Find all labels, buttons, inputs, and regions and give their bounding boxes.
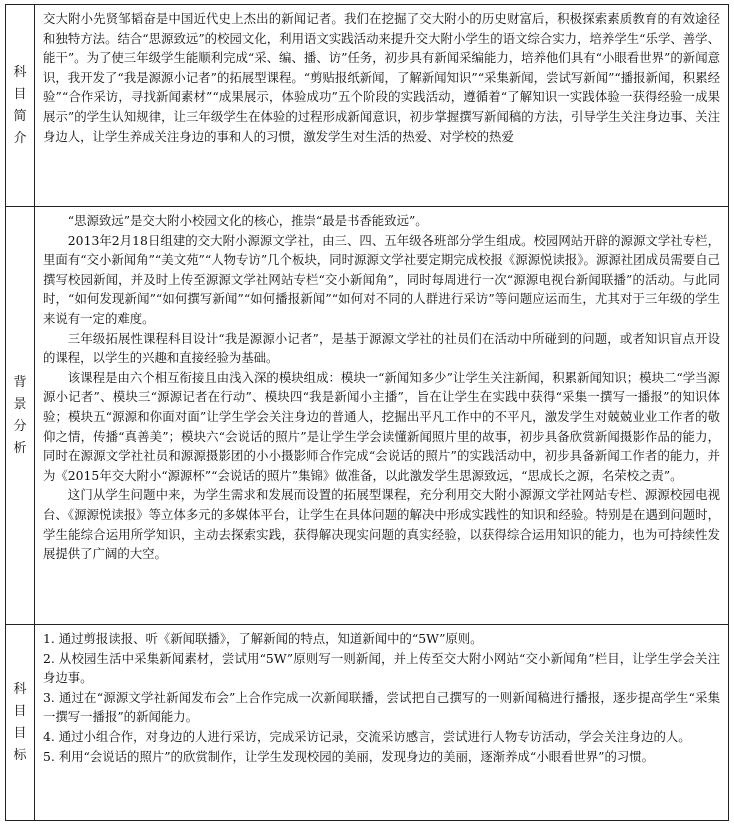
label-char: 析 <box>13 441 27 456</box>
course-table <box>5 4 729 821</box>
paragraph: 这门从学生问题中来，为学生需求和发展而设置的拓展型课程，充分利用交大附小源源文学社网站专栏、源源校园电视台、《源源悦读报》等立体多元的多媒体平台，让学生在具体问题的解决中形成实践性的知识和经验。特别是在遇到问题时，学生能综合运用所学知识，主动去探索实践，获得解决现实问题的真实经验，以获得综合运用知识的能力，也为可持续性发展提供了广阔的大空。 <box>43 487 720 562</box>
goal-item: 4. 通过小组合作，对身边的人进行采访，完成采访记录，交流采访感言，尝试进行人物专访活动，学会关注身边的人。 <box>43 728 691 744</box>
paragraph: 2013年2月18日组建的交大附小源源文学社，由三、四、五年级各班部分学生组成。校园网站开辟的源源文学社专栏，里面有“交小新闻角”“美文苑”“人物专访”几个板块，同时源源文学社要定期完成校报《源源悦读报》。源源社团成员需要自己撰写校园新闻，并及时上传至源源文学社网站专栏“交小新闻角”，同时每周进行一次“源源电视台新闻联播”的活动。与此同时，“如何发现新闻”“如何撰写新闻”“如何播报新闻”“如何对不同的人群进行采访”等问题应运而生，尤其对于三年级的学生来说有一定的难度。 <box>43 232 720 326</box>
section-content <box>35 5 729 207</box>
goal-item: 2. 从校园生活中采集新闻素材，尝试用“5W”原则写一则新闻，并上传至交大附小网站“交小新闻角”栏目，让学生学会关注身边事。 <box>43 650 720 686</box>
section-label <box>6 5 35 207</box>
label-char: 背 <box>13 375 27 390</box>
section-label <box>6 207 35 625</box>
goal-item: 1. 通过剪报读报、听《新闻联播》，了解新闻的特点，知道新闻中的“5W”原则。 <box>43 631 483 646</box>
label-char: 目 <box>13 726 27 741</box>
label-char: 介 <box>13 131 27 146</box>
label-char: 标 <box>13 748 27 763</box>
label-char: 简 <box>13 109 27 124</box>
label-char: 科 <box>13 65 27 80</box>
paragraph: 交大附小先贤邹韬奋是中国近代史上杰出的新闻记者。我们在挖掘了交大附小的历史财富后，积极探索素质教育的有效途径和独特方法。结合“思源致远”的校园文化，利用语文实践活动来提升交大附小学生的语文综合实力，培养学生“乐学、善学、能干”。为了使三年级学生能顺利完成“采、编、播、访”任务，初步具有新闻采编能力，培养他们具有“小眼看世界”的新闻意识，我开发了“我是源源小记者”的拓展型课程。“剪贴报纸新闻，了解新闻知识”“采集新闻，尝试写新闻”“播报新闻，积累经验”“合作采访，寻找新闻素材”“成果展示，体验成功”五个阶段的实践活动，遵循着“了解知识一实践体验一获得经验一成果展示”的学生认知规律，让三年级学生在体验的过程形成新闻意识，初步掌握撰写新闻稿的方法，引导学生关注身边事、关注身边人，让学生养成关注身边的事和人的习惯，激发学生对生活的热爱、对学校的热爱 <box>43 11 720 144</box>
section-course-intro <box>6 5 729 207</box>
label-char: 分 <box>13 419 27 434</box>
goal-list <box>43 629 720 766</box>
paragraph: 该课程是由六个相互衔接且由浅入深的模块组成：模块一“新闻知多少”让学生关注新闻，积累新闻知识；模块二“学当源源小记者”、模块三“源源记者在行动”、模块四“我是新闻小主播”，旨在让学生在实践中获得“采集一撰写一播报”的知识体验；模块五“源源和你面对面”让学生学会关注身边的普通人，挖掘出平凡工作中的不平凡，激发学生对兢兢业业工作者的敬仰之情，传播“真善美”；模块六“会说话的照片”是让学生学会读懂新闻照片里的故事，初步具备欣赏新闻摄影作品的能力，同时在源源文学社社员和源源摄影团的小小摄影师合作完成“会说话的照片”的实践活动中，初步具备新闻工作者的能力，并为《2015年交大附小“源源杯”“会说话的照片”集锦》做准备，以此激发学生思源致远，“思成长之源，名荣校之责”。 <box>43 369 720 483</box>
section-course-goals <box>6 625 729 821</box>
label-char: 目 <box>13 704 27 719</box>
paragraph: “思源致远”是交大附小校园文化的核心，推崇“最是书香能致远”。 <box>67 213 428 228</box>
section-label <box>6 625 35 821</box>
goal-item: 5. 利用“会说话的照片”的欣赏制作，让学生发现校园的美丽，发现身边的美丽，逐渐养成“小眼看世界”的习惯。 <box>43 748 655 764</box>
label-char: 景 <box>13 397 27 412</box>
section-content <box>35 207 729 625</box>
paragraph: 三年级拓展性课程科目设计“我是源源小记者”，是基于源源文学社的社员们在活动中所碰到的问题，或者知识盲点开设的课程，以学生的兴趣和直接经验为基础。 <box>43 330 720 366</box>
label-char: 目 <box>13 87 27 102</box>
label-char: 科 <box>13 682 27 697</box>
goal-item: 3. 通过在“源源文学社新闻发布会”上合作完成一次新闻联播，尝试把自己撰写的一则新闻稿进行播报，逐步提高学生“采集一撰写一播报”的新闻能力。 <box>43 689 720 725</box>
section-content <box>35 625 729 821</box>
section-background-analysis <box>6 207 729 625</box>
